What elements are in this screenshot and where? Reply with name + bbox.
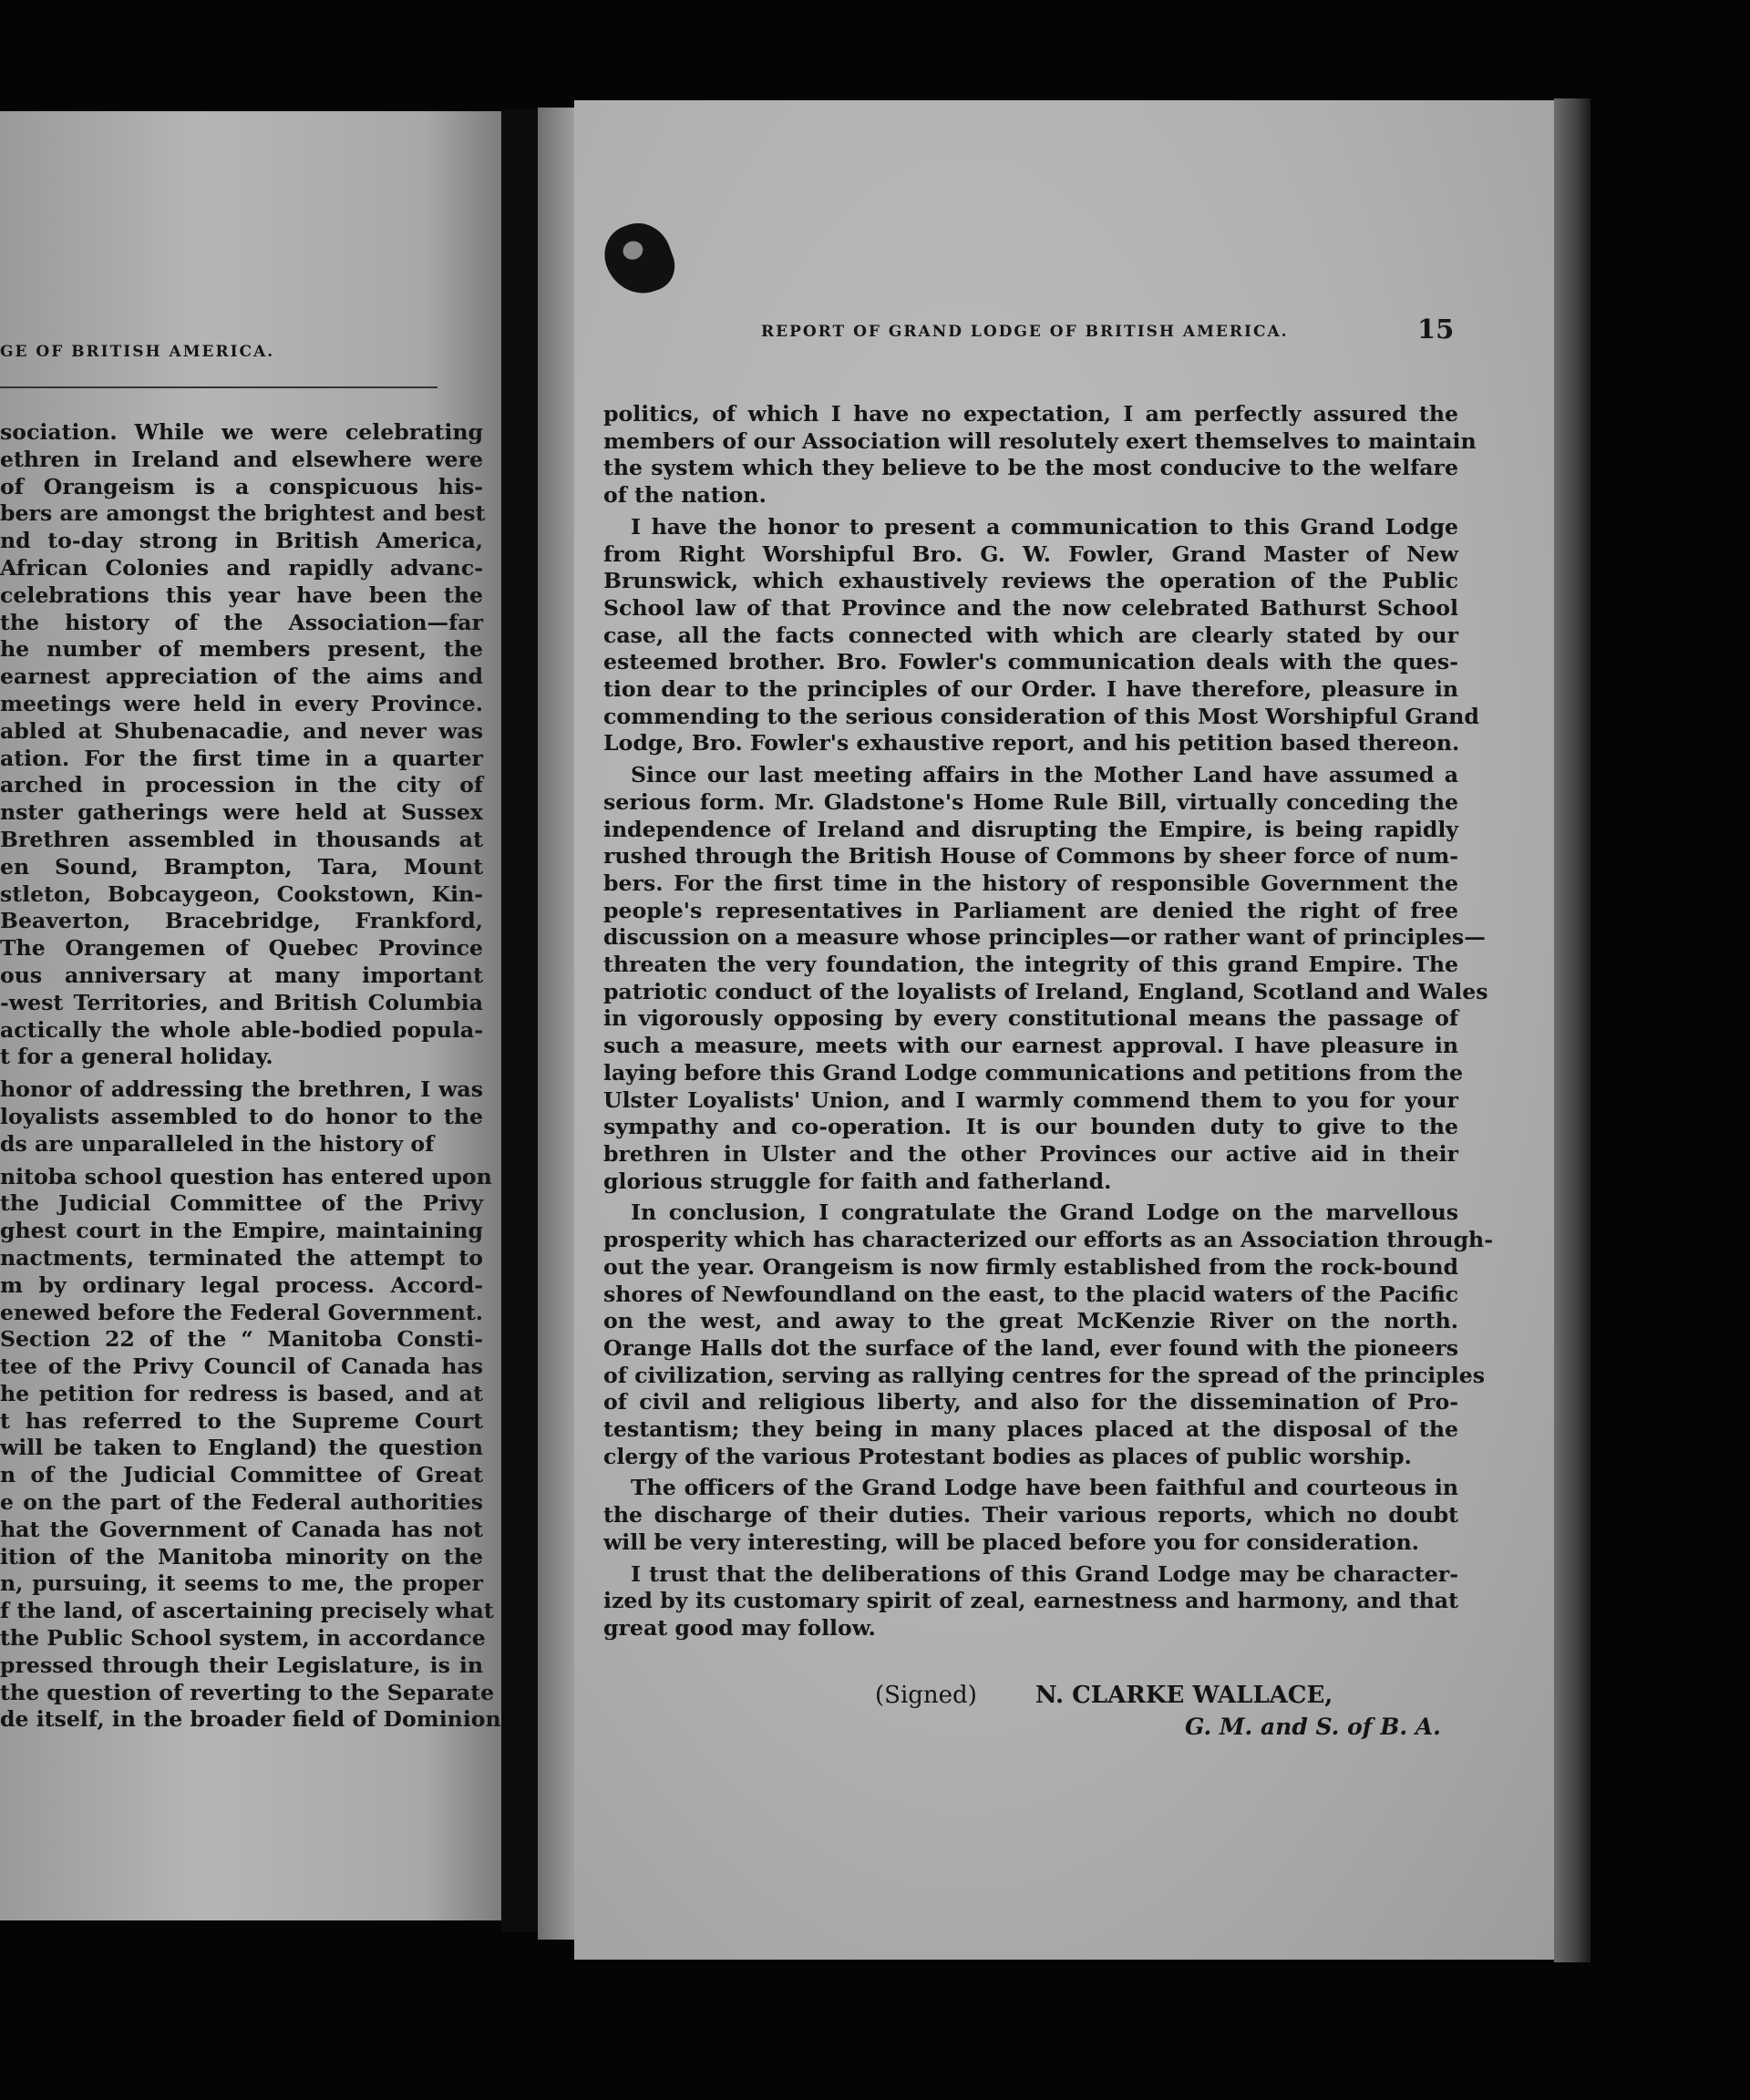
left-page-text bbox=[0, 419, 501, 1734]
text-line: Brunswick, which exhaustively reviews the operation of the Public bbox=[603, 568, 1458, 594]
text-line: case, all the facts connected with which are clearly stated by our bbox=[603, 622, 1458, 648]
text-line: people's representatives in Parliament are denied the right of free bbox=[603, 897, 1458, 923]
text-line: Ulster Loyalists' Union, and I warmly commend them to you for your bbox=[603, 1086, 1458, 1113]
left-text-line: ds are unparalleled in the history of bbox=[0, 1130, 435, 1157]
text-line: of civilization, serving as rallying centres for the spread of the principles bbox=[603, 1362, 1486, 1388]
left-text-line: the history of the Association—far bbox=[0, 609, 483, 635]
left-text-line: the question of reverting to the Separate bbox=[0, 1679, 495, 1705]
text-line: of civil and religious liberty, and also for the dissemination of Pro- bbox=[603, 1389, 1458, 1415]
text-line: the discharge of their duties. Their various reports, which no doubt bbox=[603, 1502, 1458, 1529]
left-text-line: bers are amongst the brightest and best bbox=[0, 500, 486, 527]
text-line: independence of Ireland and disrupting the Empire, is being rapidly bbox=[603, 816, 1458, 842]
paragraph bbox=[603, 513, 1479, 757]
left-text-line: celebrations this year have been the bbox=[0, 582, 483, 608]
left-text-line: will be taken to England) the question bbox=[0, 1435, 483, 1461]
left-text-line: m by ordinary legal process. Accord- bbox=[0, 1271, 483, 1298]
paragraph bbox=[603, 1199, 1494, 1470]
text-line: glorious struggle for faith and fatherland. bbox=[603, 1168, 1112, 1194]
text-line: members of our Association will resolutely exert themselves to maintain bbox=[603, 427, 1477, 454]
left-text-line: Brethren assembled in thousands at bbox=[0, 826, 483, 852]
text-line: politics, of which I have no expectation, I am perfectly assured the bbox=[603, 401, 1458, 427]
left-text-line: loyalists assembled to do honor to the bbox=[0, 1103, 483, 1129]
text-line: the system which they believe to be the most conducive to the welfare bbox=[603, 455, 1458, 481]
running-head: REPORT OF GRAND LODGE OF BRITISH AMERICA. bbox=[761, 323, 1289, 341]
text-line: will be very interesting, will be placed before you for consideration. bbox=[603, 1529, 1419, 1555]
left-text-line: enewed before the Federal Government. bbox=[0, 1299, 483, 1325]
text-line: bers. For the first time in the history of responsible Government the bbox=[603, 870, 1458, 896]
paragraph bbox=[603, 1475, 1458, 1556]
left-text-line: honor of addressing the brethren, I was bbox=[0, 1076, 483, 1103]
left-text-line: The Orangemen of Quebec Province bbox=[0, 935, 483, 962]
text-line: testantism; they being in many places placed at the disposal of the bbox=[603, 1416, 1458, 1443]
left-text-line: n of the Judicial Committee of Great bbox=[0, 1462, 483, 1488]
text-line: of the nation. bbox=[603, 482, 767, 509]
left-text-line: nd to-day strong in British America, bbox=[0, 528, 483, 554]
signed-label: (Signed) bbox=[875, 1682, 977, 1709]
left-text-line: ghest court in the Empire, maintaining bbox=[0, 1218, 483, 1244]
left-text-line: Beaverton, Bracebridge, Frankford, bbox=[0, 908, 483, 934]
left-text-line: pressed through their Legislature, is in bbox=[0, 1652, 483, 1678]
left-text-line: of Orangeism is a conspicuous his- bbox=[0, 473, 483, 499]
text-line: threaten the very foundation, the integrity of this grand Empire. The bbox=[603, 952, 1458, 978]
text-line: great good may follow. bbox=[603, 1614, 876, 1641]
gutter-page-edge bbox=[538, 108, 576, 1940]
text-line: rushed through the British House of Commons by sheer force of num- bbox=[603, 843, 1458, 870]
left-text-line: abled at Shubenacadie, and never was bbox=[0, 717, 483, 744]
left-text-line: he number of members present, the bbox=[0, 636, 483, 663]
left-text-line: earnest appreciation of the aims and bbox=[0, 664, 483, 690]
left-text-line: t has referred to the Supreme Court bbox=[0, 1407, 483, 1434]
signatory-name: N. CLARKE WALLACE, bbox=[1035, 1682, 1333, 1709]
left-text-line: tee of the Privy Council of Canada has bbox=[0, 1354, 483, 1380]
text-line: I have the honor to present a communication to this Grand Lodge bbox=[631, 513, 1458, 540]
page-number: 15 bbox=[1417, 314, 1455, 345]
left-text-line: nitoba school question has entered upon bbox=[0, 1163, 492, 1189]
left-text-line: Section 22 of the “ Manitoba Consti- bbox=[0, 1326, 483, 1353]
text-line: serious form. Mr. Gladstone's Home Rule Bill, virtually conceding the bbox=[603, 788, 1458, 815]
right-page-edge bbox=[1554, 98, 1590, 1962]
left-text-line: ation. For the first time in a quarter bbox=[0, 745, 483, 771]
left-text-line: meetings were held in every Province. bbox=[0, 690, 483, 716]
text-line: laying before this Grand Lodge communications and petitions from the bbox=[603, 1059, 1464, 1086]
text-line: from Right Worshipful Bro. G. W. Fowler, Grand Master of New bbox=[603, 540, 1458, 567]
text-line: patriotic conduct of the loyalists of Ireland, England, Scotland and Wales bbox=[603, 978, 1488, 1004]
left-running-head: GE OF BRITISH AMERICA. bbox=[0, 343, 275, 361]
text-line: Lodge, Bro. Fowler's exhaustive report, and his petition based thereon. bbox=[603, 730, 1460, 757]
signature-line bbox=[875, 1682, 1333, 1709]
text-line: School law of that Province and the now celebrated Bathurst School bbox=[603, 594, 1458, 621]
text-line: ized by its customary spirit of zeal, earnestness and harmony, and that bbox=[603, 1588, 1458, 1614]
left-text-line: ethren in Ireland and elsewhere were bbox=[0, 446, 483, 472]
left-text-line: nactments, terminated the attempt to bbox=[0, 1244, 483, 1271]
text-line: Orange Halls dot the surface of the land, ever found with the pioneers bbox=[603, 1334, 1458, 1361]
left-text-line: nster gatherings were held at Sussex bbox=[0, 799, 483, 826]
paragraph bbox=[603, 762, 1488, 1195]
text-line: discussion on a measure whose principles—or rather want of principles— bbox=[603, 924, 1486, 951]
text-line: in vigorously opposing by every constitutional means the passage of bbox=[603, 1005, 1458, 1032]
left-text-line: -west Territories, and British Columbia bbox=[0, 989, 483, 1015]
left-text-line: ition of the Manitoba minority on the bbox=[0, 1543, 483, 1570]
text-line: commending to the serious consideration of this Most Worshipful Grand bbox=[603, 703, 1479, 729]
text-line: such a measure, meets with our earnest approval. I have pleasure in bbox=[603, 1033, 1458, 1059]
left-text-line: the Judicial Committee of the Privy bbox=[0, 1190, 483, 1217]
left-text-line: he petition for redress is based, and at bbox=[0, 1380, 483, 1406]
text-line: In conclusion, I congratulate the Grand Lodge on the marvellous bbox=[631, 1199, 1458, 1226]
left-text-line: t for a general holiday. bbox=[0, 1044, 273, 1070]
left-text-line: f the land, of ascertaining precisely what bbox=[0, 1598, 494, 1624]
text-line: tion dear to the principles of our Order. I have therefore, pleasure in bbox=[603, 676, 1458, 703]
text-line: esteemed brother. Bro. Fowler's communication deals with the ques- bbox=[603, 649, 1458, 675]
left-text-line: sociation. While we were celebrating bbox=[0, 419, 483, 445]
text-line: prosperity which has characterized our efforts as an Association through- bbox=[603, 1227, 1494, 1253]
left-text-line: ous anniversary at many important bbox=[0, 962, 483, 988]
paragraph bbox=[603, 401, 1477, 510]
left-text-line: arched in procession in the city of bbox=[0, 772, 483, 798]
left-text-line: e on the part of the Federal authorities bbox=[0, 1489, 483, 1516]
left-text-line: the Public School system, in accordance bbox=[0, 1625, 486, 1652]
text-line: brethren in Ulster and the other Provinces our active aid in their bbox=[603, 1140, 1458, 1167]
left-text-line: African Colonies and rapidly advanc- bbox=[0, 554, 483, 581]
left-text-line: hat the Government of Canada has not bbox=[0, 1516, 483, 1542]
left-text-line: n, pursuing, it seems to me, the proper bbox=[0, 1570, 483, 1597]
book-gutter bbox=[501, 109, 538, 1932]
text-line: out the year. Orangeism is now firmly established from the rock-bound bbox=[603, 1253, 1458, 1280]
text-line: I trust that the deliberations of this Grand Lodge may be character- bbox=[631, 1560, 1458, 1587]
text-line: clergy of the various Protestant bodies as places of public worship. bbox=[603, 1443, 1412, 1469]
right-page-body bbox=[603, 401, 1494, 1642]
text-line: The officers of the Grand Lodge have been faithful and courteous in bbox=[631, 1475, 1458, 1501]
text-line: Since our last meeting affairs in the Mother Land have assumed a bbox=[631, 762, 1458, 788]
left-text-line: en Sound, Brampton, Tara, Mount bbox=[0, 853, 483, 880]
text-line: sympathy and co-operation. It is our bounden duty to give to the bbox=[603, 1114, 1458, 1140]
paragraph bbox=[603, 1561, 1458, 1642]
text-line: on the west, and away to the great McKenzie River on the north. bbox=[603, 1308, 1458, 1334]
left-text-line: actically the whole able-bodied popula- bbox=[0, 1016, 483, 1043]
left-text-line: de itself, in the broader field of Dominion bbox=[0, 1706, 501, 1733]
left-text-line: stleton, Bobcaygeon, Cookstown, Kin- bbox=[0, 880, 483, 907]
left-header-rule bbox=[0, 386, 438, 388]
text-line: shores of Newfoundland on the east, to the placid waters of the Pacific bbox=[603, 1281, 1458, 1307]
signatory-title: G. M. and S. of B. A. bbox=[1185, 1714, 1441, 1740]
